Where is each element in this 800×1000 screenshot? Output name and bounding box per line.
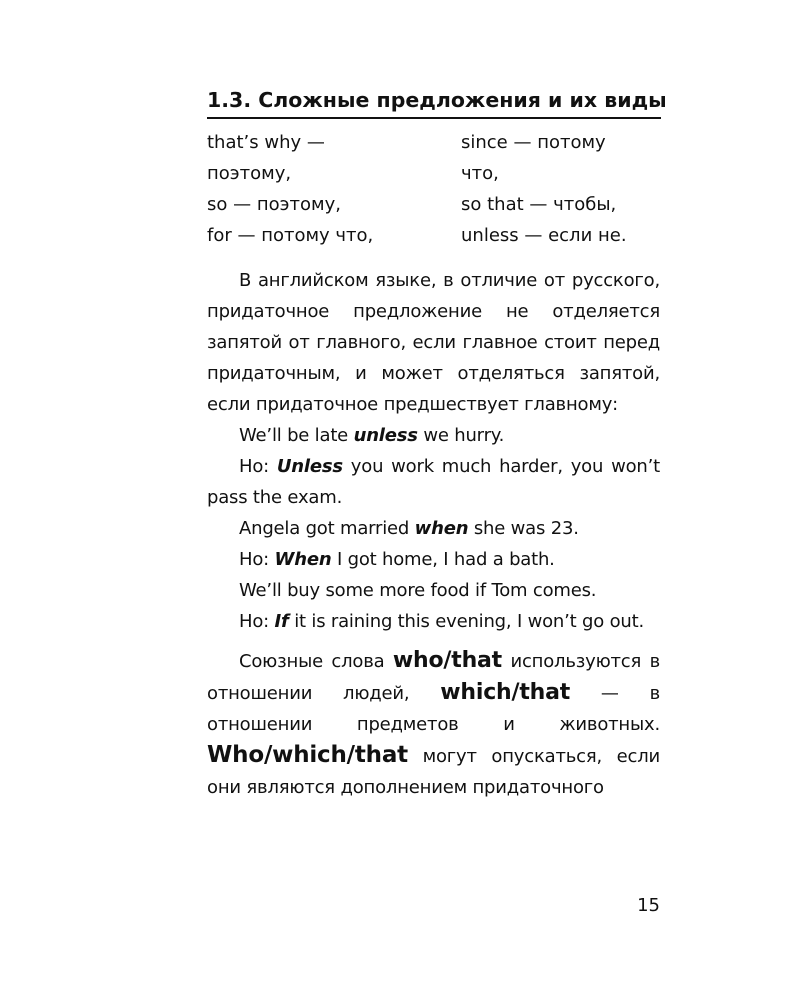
- example-text: she was 23.: [468, 518, 579, 539]
- conjunction-term: unless — если не.: [461, 225, 627, 246]
- page-number: 15: [637, 895, 660, 916]
- example-text: Но:: [239, 456, 277, 477]
- example-sentence: [207, 544, 660, 575]
- conjunction-term: so that — чтобы,: [461, 194, 617, 215]
- conjunction-list: [207, 127, 661, 251]
- example-keyword: If: [274, 611, 289, 632]
- paragraph-text: Союзные слова: [239, 651, 393, 672]
- section-title: 1.3. Сложные предложения и их виды: [207, 88, 667, 112]
- paragraph-text: могут опускаться, если они являются дополнением придаточного: [207, 746, 660, 798]
- conjunction-term: что,: [461, 163, 499, 184]
- example-text: Но:: [239, 611, 275, 632]
- example-sentence: [207, 451, 660, 513]
- conjunction-term: for — потому что,: [207, 225, 374, 246]
- term-who-which-that: Who/which/that: [207, 742, 408, 768]
- example-text: we hurry.: [417, 425, 505, 446]
- paragraph-punctuation-rule: В английском языке, в отличие от русского, придаточное предложение не отделяется запятой от главного, если главное стоит перед придаточным, и может отделяться запятой, если придаточное предшествует главному:: [207, 270, 660, 415]
- paragraph-text: используются в отношении людей,: [207, 651, 660, 704]
- conjunction-term: поэтому,: [207, 163, 292, 184]
- example-text: I got home, I had a bath.: [331, 549, 555, 570]
- example-keyword: Unless: [276, 456, 343, 477]
- example-keyword: When: [274, 549, 332, 570]
- example-text: Angela got married: [239, 518, 415, 539]
- conjunction-term: since — потому: [461, 132, 606, 153]
- example-sentence: [207, 606, 660, 637]
- example-sentence: [207, 513, 660, 544]
- term-which-that: which/that: [440, 680, 571, 705]
- section-header: [207, 86, 667, 119]
- example-text: Но:: [239, 549, 275, 570]
- term-who-that: who/that: [392, 648, 502, 673]
- paragraph-text: — в отношении предметов и животных.: [207, 683, 660, 735]
- conjunction-term: that’s why —: [207, 132, 325, 153]
- example-text: it is raining this evening, I won’t go out.: [288, 611, 644, 632]
- example-keyword: unless: [353, 425, 418, 446]
- example-sentence: [207, 420, 660, 451]
- example-keyword: when: [414, 518, 469, 539]
- example-text: We’ll buy some more food if Tom comes.: [239, 580, 597, 601]
- paragraph-relative-pronouns: [207, 645, 660, 803]
- main-text: [207, 265, 660, 803]
- example-sentence: [207, 575, 660, 606]
- example-text: We’ll be late: [239, 425, 354, 446]
- conjunction-term: so — поэтому,: [207, 194, 341, 215]
- example-text: you work much harder, you won’t pass the exam.: [207, 456, 660, 508]
